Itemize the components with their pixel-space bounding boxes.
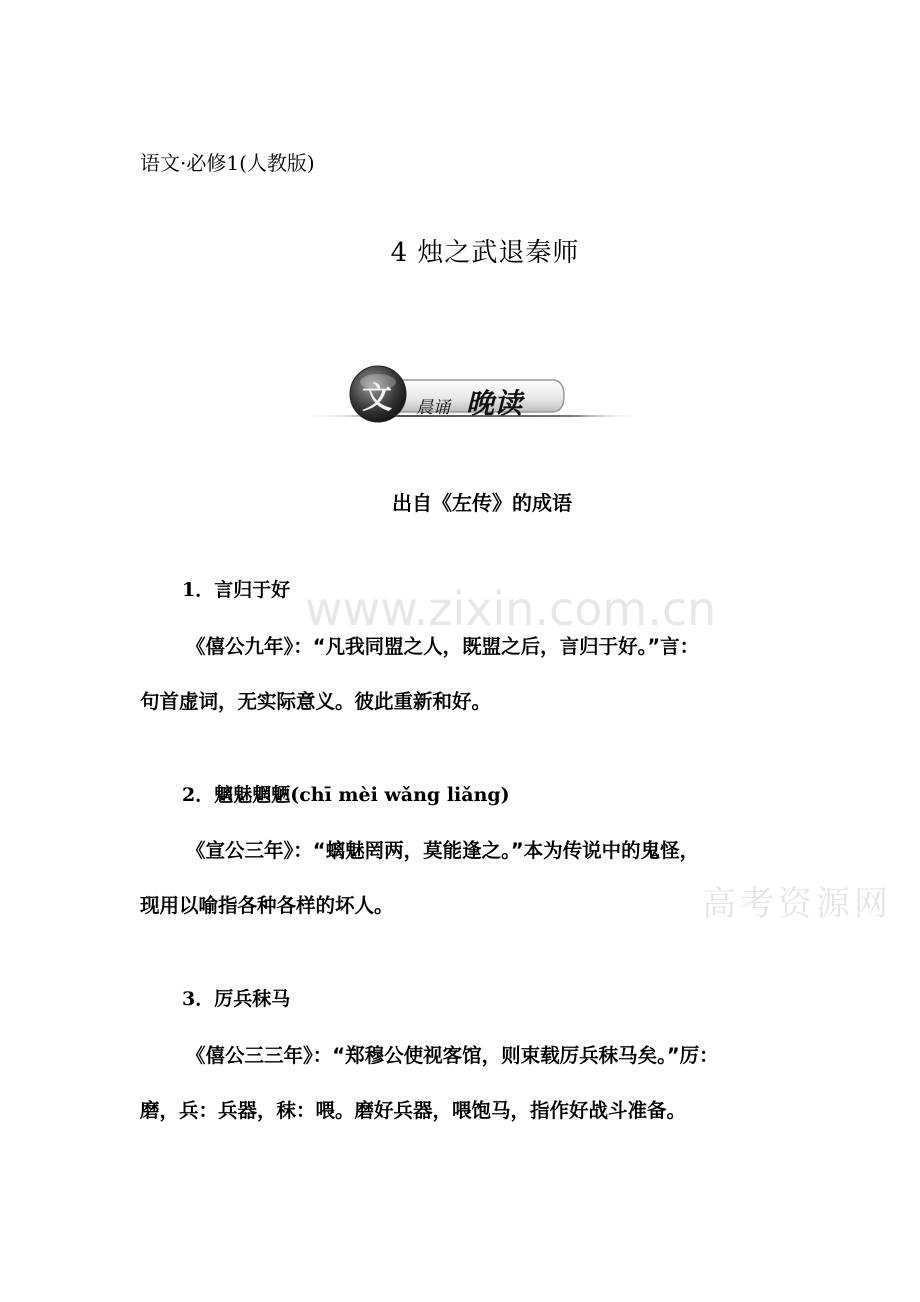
- item-heading: 2．魑魅魍魉(chī mèi wǎng liǎng): [182, 784, 510, 806]
- section-banner: [300, 358, 640, 426]
- item-text-line: 《僖公三三年》：“郑穆公使视客馆，则束载厉兵秣马矣。”厉：: [186, 1044, 719, 1067]
- item-text-line: 《僖公九年》：“凡我同盟之人，既盟之后，言归于好。”言：: [186, 635, 700, 658]
- watermark-text: www.zixin.com.cn: [305, 582, 717, 636]
- item-text-line: 《宣公三年》：“螭魅罔两，莫能逢之。”本为传说中的鬼怪，: [186, 839, 700, 862]
- banner-label-small: 晨诵: [416, 398, 450, 418]
- item-text-line: 句首虚词，无实际意义。彼此重新和好。: [140, 690, 492, 713]
- item-text-line: 现用以喻指各种各样的坏人。: [140, 894, 394, 917]
- item-heading: 1．言归于好: [182, 579, 291, 601]
- section-subtitle: 出自《左传》的成语: [392, 491, 572, 515]
- item-text-line: 磨，兵：兵器，秣：喂。磨好兵器，喂饱马，指作好战斗准备。: [140, 1099, 687, 1122]
- page-header: 语文·必修1(人教版): [140, 151, 315, 175]
- banner-label-big: 晚读: [466, 387, 523, 420]
- banner-emblem-icon: 文: [362, 381, 392, 416]
- page-title: 4 烛之武退秦师: [390, 238, 580, 268]
- watermark-side-text: 高考资源网: [702, 884, 892, 924]
- item-heading: 3．厉兵秣马: [182, 988, 291, 1010]
